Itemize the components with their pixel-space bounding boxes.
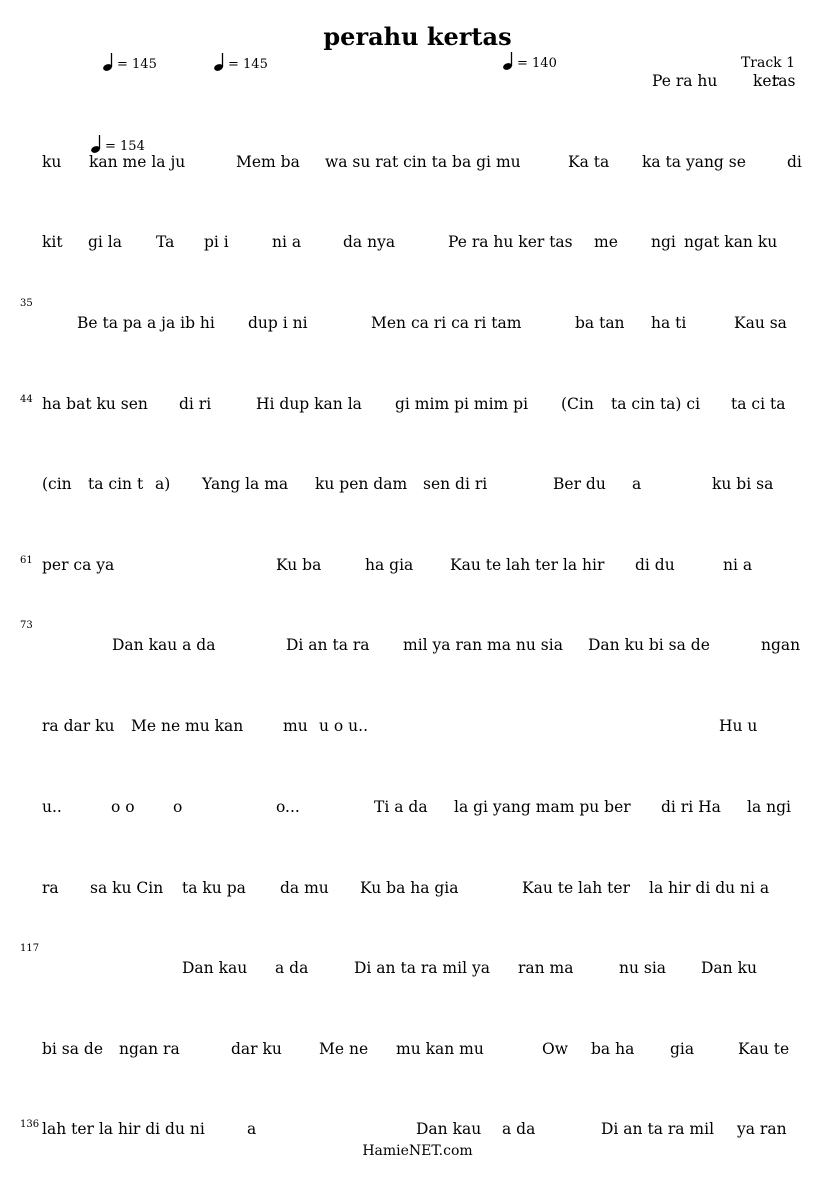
lyric-syllable: Ku ba ha gia (360, 879, 459, 897)
lyric-syllable: Dan ku (701, 959, 757, 977)
lyric-syllable: ngan ra (119, 1040, 180, 1058)
lyric-syllable: ha gia (365, 556, 414, 574)
tempo-marking (102, 52, 157, 72)
lyric-syllable: di du (635, 556, 675, 574)
lyric-syllable: Me ne (319, 1040, 369, 1058)
lyric-syllable: o... (276, 798, 300, 816)
tempo-value: = 145 (117, 57, 157, 72)
lyric-syllable: nu sia (619, 959, 667, 977)
lyric-syllable: sen di ri (423, 475, 488, 493)
lyric-syllable: ta ku pa (182, 879, 246, 897)
lyric-syllable: Ta (156, 233, 175, 251)
lyric-syllable: gi la (88, 233, 123, 251)
measure-number: 73 (20, 620, 33, 631)
lyric-syllable: Dan kau (182, 959, 248, 977)
measure-number: 35 (20, 298, 33, 309)
tempo-marking (213, 52, 268, 72)
lyric-syllable: kan me la ju (89, 153, 186, 171)
track-label: Track 1 (740, 55, 795, 71)
lyric-syllable: Dan kau (416, 1120, 482, 1138)
lyric-syllable: ku bi sa (712, 475, 774, 493)
lyric-syllable: la hir di du ni a (649, 879, 770, 897)
measure-number: 61 (20, 555, 33, 566)
lyric-syllable: la gi yang mam pu ber (454, 798, 631, 816)
lyric-syllable: Me ne mu kan (131, 717, 244, 735)
lyric-syllable: mu (283, 717, 308, 735)
tempo-value: = 154 (105, 139, 145, 154)
lyric-syllable: di (787, 153, 802, 171)
lyric-syllable: dar ku (231, 1040, 282, 1058)
lyric-syllable: ta cin ta) ci (611, 395, 701, 413)
lyric-syllable: ku pen dam (315, 475, 408, 493)
lyric-syllable: Hi dup kan la (256, 395, 362, 413)
lyric-syllable: ngi (651, 233, 676, 251)
song-title: perahu kertas (323, 22, 512, 51)
lyric-syllable: lah ter la hir di du ni (42, 1120, 205, 1138)
lyric-syllable: ha bat ku sen (42, 395, 148, 413)
lyric-syllable: per ca ya (42, 556, 115, 574)
lyric-syllable: Ku ba (276, 556, 322, 574)
lyric-syllable: la ngi (747, 798, 791, 816)
lyric-syllable: u o u.. (319, 717, 369, 735)
lyric-syllable: mu kan mu (396, 1040, 484, 1058)
lyric-syllable: Pe ra hu ker tas (448, 233, 573, 251)
lyric-syllable: a da (275, 959, 309, 977)
lyric-syllable: ngat kan ku (684, 233, 778, 251)
lyric-syllable: ran ma (518, 959, 574, 977)
lyric-syllable: ngan (761, 636, 801, 654)
tempo-marking (90, 134, 145, 154)
tempo-value: = 140 (517, 56, 557, 71)
lyric-syllable: a (632, 475, 642, 493)
lyric-syllable: ya ran (737, 1120, 787, 1138)
lyric-syllable: Mem ba (236, 153, 300, 171)
lyric-syllable: a (247, 1120, 257, 1138)
lyric-syllable: kit (42, 233, 63, 251)
lyric-syllable: Kau te lah ter la hir (450, 556, 605, 574)
lyric-syllable: Kau te (738, 1040, 790, 1058)
lyric-syllable: ku (42, 153, 62, 171)
measure-number: 44 (20, 394, 33, 405)
lyric-syllable: pi i (204, 233, 229, 251)
lyric-syllable: Ber du (553, 475, 606, 493)
lyric-syllable: tas (772, 72, 796, 90)
lyric-syllable: bi sa de (42, 1040, 104, 1058)
lyric-syllable: Ti a da (374, 798, 428, 816)
lyric-syllable: (cin (42, 475, 72, 493)
lyric-syllable: ba ha (591, 1040, 635, 1058)
lyric-syllable: o (173, 798, 183, 816)
measure-number: 136 (20, 1119, 40, 1130)
lyric-syllable: sa ku Cin (90, 879, 164, 897)
lyric-syllable: Dan ku bi sa de (588, 636, 710, 654)
lyric-syllable: da mu (280, 879, 329, 897)
lyric-syllable: Be ta pa a ja ib hi (77, 314, 215, 332)
tempo-marking (502, 51, 557, 71)
lyric-syllable: Ka ta (568, 153, 610, 171)
lyric-syllable: ker (753, 72, 779, 90)
lyric-syllable: ni a (723, 556, 753, 574)
lyric-syllable: ni a (272, 233, 302, 251)
footer-credit: HamieNET.com (362, 1143, 473, 1159)
lyric-syllable: ta ci ta (731, 395, 786, 413)
lyric-syllable: di ri Ha (661, 798, 721, 816)
lyric-syllable: ba tan (575, 314, 625, 332)
lyric-syllable: wa su rat cin ta ba gi mu (325, 153, 521, 171)
lyric-syllable: Di an ta ra mil (601, 1120, 715, 1138)
lyric-syllable: Yang la ma (202, 475, 289, 493)
lyric-syllable: Di an ta ra mil ya (354, 959, 490, 977)
lyric-syllable: o o (111, 798, 135, 816)
measure-number: 117 (20, 943, 40, 954)
quarter-note-icon (502, 51, 514, 71)
quarter-note-icon (102, 52, 114, 72)
lyric-syllable: me (594, 233, 618, 251)
lyric-syllable: ha ti (651, 314, 687, 332)
lyric-syllable: Men ca ri ca ri tam (371, 314, 522, 332)
lyric-syllable: Di an ta ra (286, 636, 370, 654)
lyric-syllable: Hu u (719, 717, 758, 735)
lyric-syllable: Ow (542, 1040, 568, 1058)
lyric-syllable: a) (155, 475, 171, 493)
quarter-note-icon (90, 134, 102, 154)
quarter-note-icon (213, 52, 225, 72)
lyric-syllable: Kau te lah ter (522, 879, 630, 897)
lyric-syllable: gia (670, 1040, 695, 1058)
lyric-syllable: ra (42, 879, 59, 897)
lyric-syllable: di ri (179, 395, 212, 413)
lyric-syllable: Dan kau a da (112, 636, 216, 654)
lyric-syllable: Pe ra hu (652, 72, 718, 90)
lyric-syllable: dup i ni (248, 314, 308, 332)
lyric-syllable: da nya (343, 233, 396, 251)
lyric-syllable: gi mim pi mim pi (395, 395, 529, 413)
lyric-syllable: ta cin t (88, 475, 144, 493)
lyric-syllable: ka ta yang se (642, 153, 746, 171)
tempo-value: = 145 (228, 57, 268, 72)
lyric-syllable: mil ya ran ma nu sia (403, 636, 563, 654)
lyric-syllable: u.. (42, 798, 62, 816)
lyric-syllable: ra dar ku (42, 717, 115, 735)
lyric-syllable: Kau sa (734, 314, 787, 332)
lyric-syllable: (Cin (561, 395, 594, 413)
lyric-syllable: a da (502, 1120, 536, 1138)
